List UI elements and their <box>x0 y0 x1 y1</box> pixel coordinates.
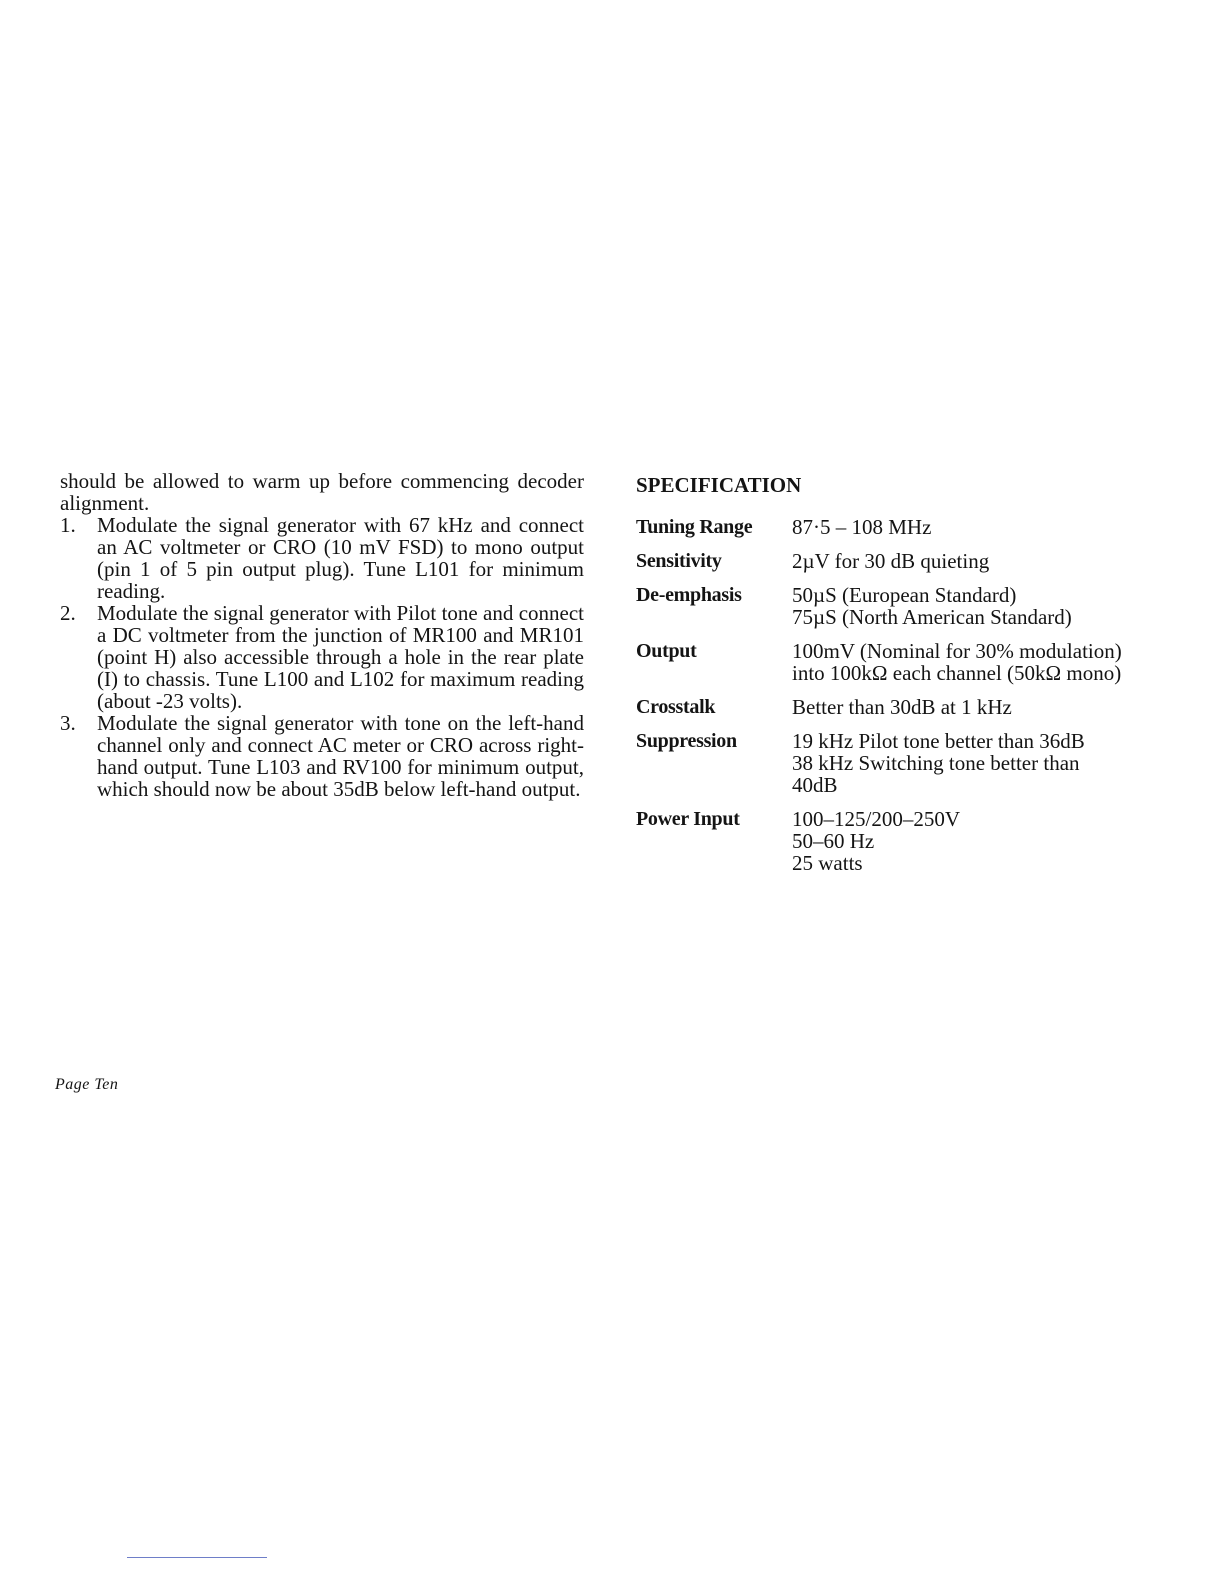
spec-row-tuning-range <box>636 516 1166 538</box>
spec-values <box>792 516 1166 538</box>
spec-label: De-emphasis <box>636 584 742 606</box>
spec-values <box>792 808 1166 874</box>
spec-value-line: Better than 30dB at 1 kHz <box>792 695 1012 719</box>
specification-section <box>636 472 1166 886</box>
spec-value-line: 50–60 Hz <box>792 829 875 853</box>
spec-row-power-input <box>636 808 1166 874</box>
spec-value-line: into 100kΩ each channel (50kΩ mono) <box>792 661 1122 685</box>
spec-label: Crosstalk <box>636 696 716 718</box>
spec-value-line: 100mV (Nominal for 30% modulation) <box>792 639 1122 663</box>
spec-value-line: 25 watts <box>792 851 863 875</box>
spec-values <box>792 550 1166 572</box>
alignment-step <box>60 712 584 800</box>
alignment-step <box>60 602 584 712</box>
spec-value-line: 40dB <box>792 773 838 797</box>
spec-values <box>792 730 1166 796</box>
spec-values <box>792 696 1166 718</box>
step-number: 1. <box>60 513 76 537</box>
step-text: Modulate the signal generator with 67 kHz and connect an AC voltmeter or CRO (10 mV FSD) to mono output (pin 1 of 5 pin output plug). Tune L101 for minimum reading. <box>97 513 584 603</box>
spec-values <box>792 584 1166 628</box>
spec-label: Output <box>636 640 697 662</box>
step-text: Modulate the signal generator with tone on the left-hand channel only and connect AC meter or CRO across right-hand output. Tune L103 and RV100 for minimum output, which should now be about 35dB below left-hand output. <box>97 711 584 801</box>
spec-label: Power Input <box>636 808 740 830</box>
spec-row-sensitivity <box>636 550 1166 572</box>
step-number: 2. <box>60 601 76 625</box>
spec-value-line: 87·5 – 108 MHz <box>792 515 932 539</box>
spec-value-line: 75µS (North American Standard) <box>792 605 1072 629</box>
alignment-instructions <box>60 470 584 800</box>
spec-label: Suppression <box>636 730 737 752</box>
specification-heading: SPECIFICATION <box>636 473 802 497</box>
spec-value-line: 38 kHz Switching tone better than <box>792 751 1080 775</box>
spec-value-line: 50µS (European Standard) <box>792 583 1017 607</box>
spec-values <box>792 640 1166 684</box>
alignment-step <box>60 514 584 602</box>
alignment-steps <box>60 514 584 800</box>
step-text: Modulate the signal generator with Pilot tone and connect a DC voltmeter from the junction of MR100 and MR101 (point H) also accessible through a hole in the rear plate (I) to chassis. Tune L100 and L102 for maximum reading (about -23 volts). <box>97 601 584 713</box>
intro-paragraph: should be allowed to warm up before commencing decoder alignment. <box>60 469 584 515</box>
spec-value-line: 100–125/200–250V <box>792 807 960 831</box>
spec-value-line: 19 kHz Pilot tone better than 36dB <box>792 729 1085 753</box>
spec-row-crosstalk <box>636 696 1166 718</box>
step-number: 3. <box>60 711 76 735</box>
spec-label: Tuning Range <box>636 516 753 538</box>
spec-label: Sensitivity <box>636 550 722 572</box>
spec-value-line: 2µV for 30 dB quieting <box>792 549 990 573</box>
spec-row-de-emphasis <box>636 584 1166 628</box>
spec-row-output <box>636 640 1166 684</box>
spec-row-suppression <box>636 730 1166 796</box>
bottom-divider <box>127 1557 267 1558</box>
page-number-footer: Page Ten <box>55 1076 119 1093</box>
